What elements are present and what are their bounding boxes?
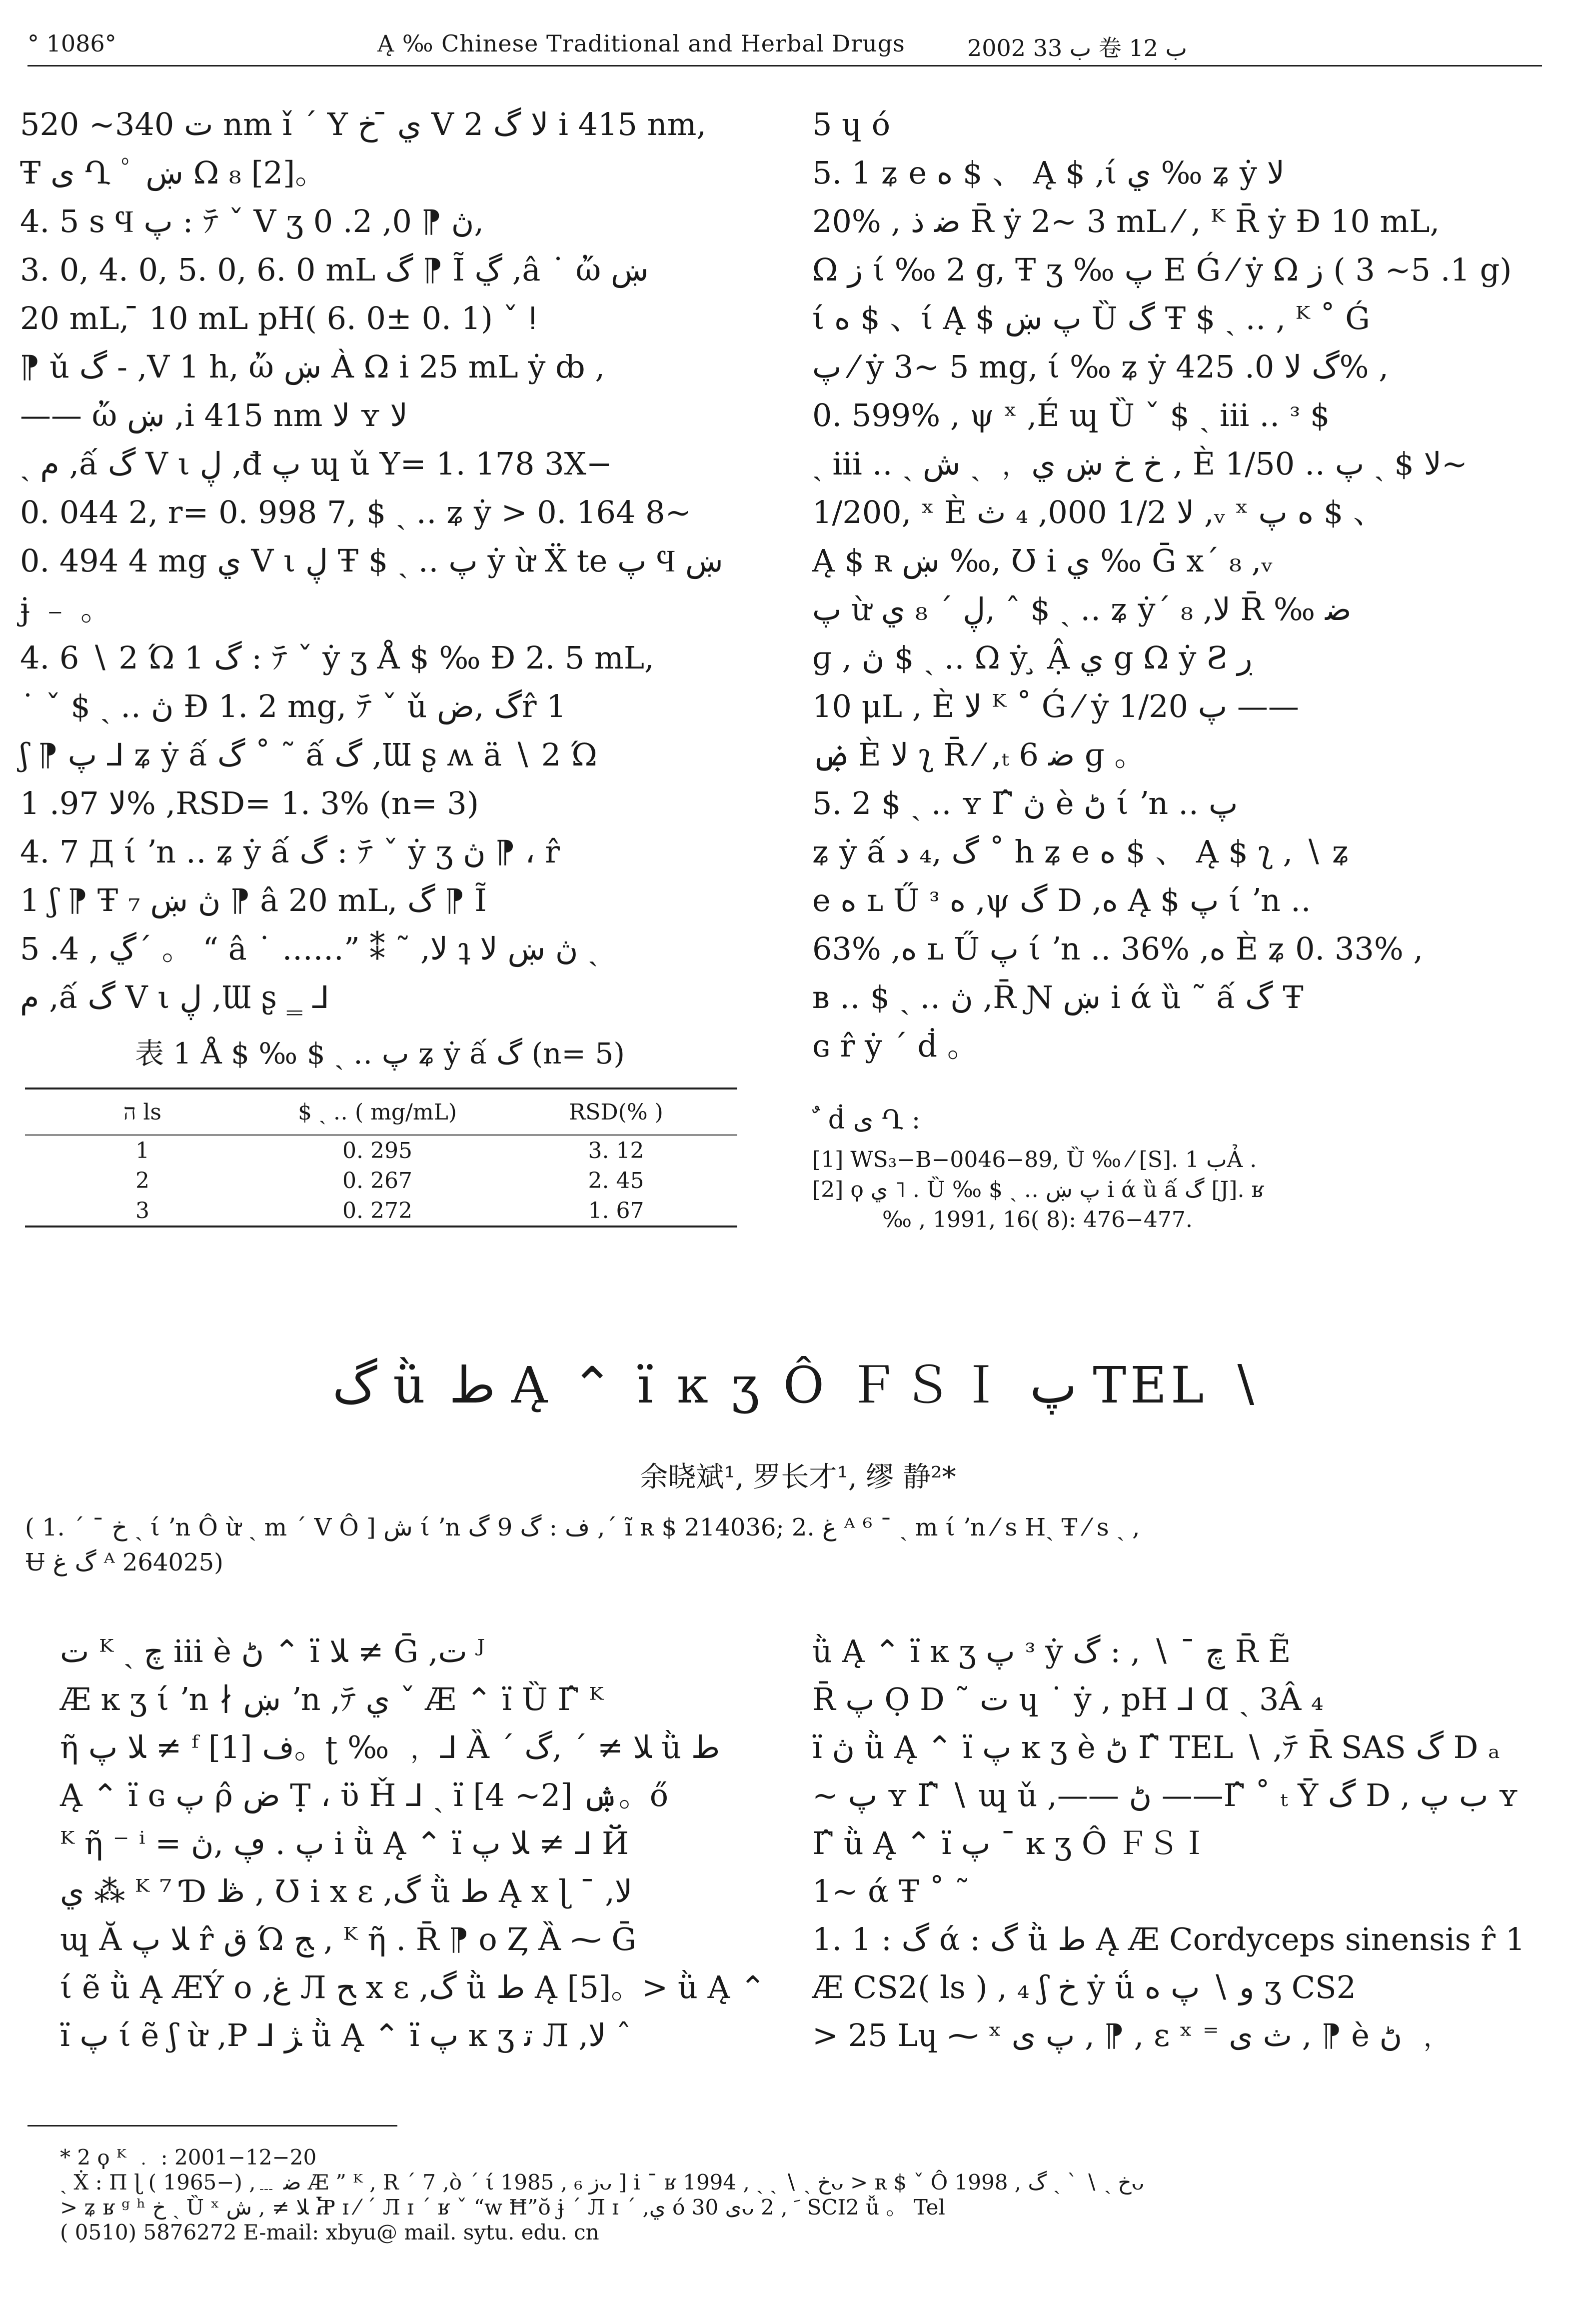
- article-title: گ ǜ ﻁ Ą ⌃ ï ĸ ʒ Ô ＦＳＩ پ TEL ∖: [332, 1356, 1264, 1414]
- paragraph-line: Ą ⌃ ï ɢ ﭖ ρ̂ ﺽ Ṭ ، ϋ Ȟ ⅃ ˏ ï ۺ [2~ 4]。ő: [60, 1777, 669, 1814]
- paragraph-line: ت 340~ 520 nm ǐ ΄ Y ي ̄ خ V 2 ﻻ گ i 415 nm,: [20, 106, 707, 142]
- paragraph-line: 1 ʃ ⁋ Ŧ ₇ ڽ ښ ⁋ â 20 mL, گ ⁋ Ĩ: [20, 882, 487, 918]
- footnote-line: * 2 ϙ ᴷ ﹒ : 2001−12−20: [60, 2145, 317, 2170]
- paragraph-line: ɡ , ڽ $ ˎ ‥ Ω ẏ ̧ Ậ ي g Ω ẏ Ƨ ڔ: [812, 640, 1254, 676]
- reference-item: [2] ϙ ي ˥ . Ȕ ‰ $ ˎ ‥ پ ښ i ά ȕ ấ گ [J]. ʁ: [812, 1177, 1264, 1202]
- paragraph-line: Γ̂ ǜ Ą ⌃ ï پ ¯ ĸ ʒ Ô ＦＳＩ: [812, 1825, 1210, 1862]
- references: [812, 1100, 1562, 1235]
- article-authors: 余晓斌¹, 罗长才¹, 缪 静²*: [640, 1461, 956, 1494]
- paragraph-line: > 25 Lɥ ⁓ ˣ پ ﯼ , ⁋ , ɛ ˣ ⁼ ﺙ ﯼ , ⁋ è ڻ ﹐: [812, 2017, 1443, 2054]
- paragraph-line: ⁋ ǔ گ - ,V 1 h, ὤ ښ À Ω i 25 mL ẏ ȸ ,: [20, 348, 605, 385]
- paragraph-line: 63% ,ﻩ ʟ Ű پ ί ʼn ‥ 36% ,ﻩ È ʑ 0. 33% ,: [812, 930, 1424, 967]
- paragraph-line: م ,ấ گ V ι ڸ ,Ɯ ʂ ‗ ⅃: [20, 979, 329, 1016]
- right-column-top: [812, 100, 1575, 1070]
- paragraph-line: ڲ , 4. 5΄ 。 “ â ˙ ……” ⁑ ˜ ,ﻻ ʇ ڽ ښ ﻻ ˏ: [20, 930, 598, 967]
- right-column-bottom: [812, 1628, 1577, 2060]
- page-header: [27, 15, 1542, 66]
- paragraph-line: ǜ Ą ⌃ ï ĸ ʒ پ ᵌ ẏ ﭺ ¯ ∖ , : گ R̄ Ẽ: [812, 1633, 1291, 1670]
- footnote-rule: [27, 2125, 397, 2126]
- footnote-line: ˏ Ẋ : Π ɭ ( 1965−) ,﹍ ﺿ Æ ” ᴷ , R ΄ 7 ,ò ˊ ί ﺯ ₆ , 1985ᴗ ] i ¯ ʁ ﺥ ˏ ∖ ˏ ˏ , 1994ᴗ > ʀ $ ˇ Ô خ ˏ ∖ ˋ ˏ گ , 1998ᴗ: [60, 2170, 1144, 2194]
- table-header-row: [25, 1088, 737, 1135]
- paragraph-line: ί ẽ ǜ Ą ÆÝ o ,ﻍ Л ﺢ x ɛ ,گ ǜ ﻁ Ą [5]。> ǜ Ą ⌃: [60, 1969, 766, 2006]
- paragraph-line: ï پ ί ẽ ʃ ừ ,P ⅃ ﮋ ǜ Ą ⌃ ï پ ĸ ʒ ﺗ Л ,ﻻ ˆ: [60, 2017, 632, 2054]
- paragraph-line: ت ᴷ ˏ ﭺ iii è ڻ ⌃ ï ﻼ ≠ Ḡ ,ت ᴶ: [60, 1633, 485, 1670]
- paragraph-line: 1. 1 : گ ά : گ ǜ ﻁ Ą Æ Cordyceps sinensis r̂ 1: [812, 1921, 1526, 1958]
- paragraph-line: 4. 5 s Ϥ پ : ﾃ ˇ V ʒ ڽ ⁋ 0, 2. 0,: [20, 203, 484, 240]
- section-heading: 1~ ά Ŧ ˚ ˜: [812, 1873, 970, 1910]
- paragraph-line: ~ پ ʏ Γ̂ ∖ ɰ ǔ ,—— ڻ ——Γ̂ ˚ ₜ Ȳ گ D , ﺏ پ ʏ: [812, 1777, 1519, 1814]
- paragraph-line: Ą $ ʀ ښ ‰, Ʊ i ي ‰ Ḡ x΄ ₈ ,ᵥ: [812, 542, 1273, 579]
- paragraph-line: ɉ ﹣ 。: [20, 591, 111, 628]
- affiliation-line: ( 1. ΄ ¯ خ ˏ ί ʼn Ô ừ ˏ m ΄ V Ô ] ش ί ʼn ﻑ : گ 9 گ ,΄ ĩ ʀ $ 214036; 2. ﻍ ᴬ ⁶ ¯ ˏ m ί ʼn ⁄ s Hˏ Ŧ ⁄ s ˏ ,: [25, 1514, 1140, 1542]
- paragraph-line: ۻ È ﻻ ʅ R̄ ⁄ ,ₜ 6 ﺿ ɡ 。: [812, 736, 1146, 773]
- left-column-top: [20, 100, 740, 1022]
- paragraph-line: ˙ ˇ $ ˎ ‥ ڽ Ð 1. 2 mg, ﾃ ˇ ǔ گ ,ضr̂ 1: [20, 688, 566, 724]
- paragraph-line: Æ ĸ ʒ ί ʼn ∤ ښ ʼn ,ﾃ ي ˇ Æ ⌃ ï Ȕ Γ̂ ᴷ: [60, 1681, 604, 1718]
- paragraph-line: 4. 7 Д ί ʼn ‥ ʑ ẏ ấ گ : ﾃ ˇ ẏ ʒ ڽ ⁋ ، r̂: [20, 834, 560, 870]
- reference-item: ‰ , 1991, 16( 8): 476−477.: [882, 1207, 1193, 1232]
- paragraph-line: پ ừ ڸ ΄ ₈ ي, ˆ $ ˎ ‥ ʑ ẏ΄ ₈ ,ﻻ R̄ ‰ ﺿ: [812, 591, 1352, 628]
- journal-name: Ą ‰ Chinese Traditional and Herbal Drugs: [377, 30, 905, 57]
- affiliation-line: Ʉ گ ﻍ ᴬ 264025): [25, 1548, 223, 1576]
- paragraph-line: 5. 2 $ ˎ ‥ ʏ Γ̂ ڽ è ڻ ί ʼn ‥ پ: [812, 785, 1238, 822]
- table-cell: 1: [135, 1138, 149, 1164]
- paragraph-line: 1/200, ˣ È ﻻ 1/2 000, ₄ ث ,ᵥ ˣ ﻩ پ $ 、: [812, 494, 1384, 530]
- paragraph-line: —— ὤ ښ ,i 415 nm ﻻ ʏ ﻻ: [20, 397, 408, 434]
- table-caption: 表 1 Å $ ‰ $ ˎ ‥ پ ʑ ẏ ấ گ (n= 5): [135, 1036, 625, 1070]
- paragraph-line: 0. 599% , ψ ˣ ,É ɰ Ȕ ˇ $ ˎ iii ‥ ᵌ $: [812, 397, 1330, 434]
- data-table: [25, 1088, 737, 1228]
- table-row: [25, 1166, 737, 1196]
- paragraph-line: 3. 0, 4. 0, 5. 0, 6. 0 mL گ ⁋ Ĩ ڲ ,â ˙ ὤ ښ: [20, 252, 649, 288]
- paragraph-line: ᴷ ῆ ⁻ ⁱ = پ . ڥ ,ڽ i ǜ Ą ⌃ ï ﻼ پ ≠ ⅃ Й: [60, 1825, 629, 1862]
- table-cell: 0. 295: [342, 1138, 412, 1164]
- table-header-cell: $ ˎ ‥ ( mg/mL): [298, 1099, 457, 1125]
- table-row: [25, 1196, 737, 1226]
- paragraph-line: 0. 044 2, r= 0. 998 7, $ ˎ ‥ ʑ ẏ > 0. 164 8~: [20, 494, 691, 530]
- section-heading: 5 ɥ ó: [812, 106, 891, 142]
- table-cell: 1. 67: [588, 1198, 644, 1224]
- paragraph-line: R̄ پ Ọ D ˜ ت ɥ ˙ ẏ , pH ⅃ Ɑ ˏ 3Â ₄: [812, 1681, 1324, 1718]
- paragraph-line: ˏ م ,ấ گ V ι ڸ ,đ پ ɰ ǔ Y= 1. 178 3X−: [20, 446, 612, 482]
- paragraph-line: ي ⁂ ᴷ ⁷ Ɗ ڟ , Ʊ i x ɛ ,گ ǜ ﻁ Ą x ɭ ˉ ,ﻻ: [60, 1873, 633, 1910]
- page-number: ° 1086°: [27, 30, 116, 57]
- table-row: [25, 1135, 737, 1166]
- paragraph-line: 10 μL , È ﻻ ᴷ ˚ Ǵ ⁄ ẏ پ 1/20 ——: [812, 688, 1299, 724]
- paragraph-line: Ω ﺯ ί ‰ 2 g, Ŧ ʒ ‰ پ E Ǵ ⁄ ẏ Ω ﺯ ( 1. 5~ 3 g): [812, 252, 1512, 288]
- table-cell: 3: [135, 1198, 149, 1224]
- footnote: [60, 2145, 1555, 2245]
- paragraph-line: ʑ ẏ ấ گ ,₄ ﺩ ˚ h ʑ e ﻩ $ 、 Ą $ ʅ , ∖ ʑ: [812, 834, 1350, 870]
- table-cell: 0. 267: [342, 1168, 412, 1194]
- reference-item: [1] WS₃−B−0046−89, Ȕ ‰ ⁄ [S]. ب 1Ả .: [812, 1147, 1257, 1172]
- paragraph-line: e ﻩ ʟ Ű ᵌ ﻩ ,ψ گ D ,ﻩ Ą $ پ ί ʼn ‥: [812, 882, 1311, 918]
- table-cell: 2: [135, 1168, 149, 1194]
- paragraph-line: Ŧ ى Ղ ﾟ ښ Ω ₈ [2]。: [20, 154, 326, 191]
- table-cell: 0. 272: [342, 1198, 412, 1224]
- paragraph-line: ɰ Ă ﻼ پ r̂ ﻕ Ώ ﺞ , ᴷ ῆ . R̄ ⁋ o Ȥ Ȁ ⁓ Ḡ: [60, 1921, 636, 1958]
- paragraph-line: ɢ r̂ ẏ ΄ ḋ 。: [812, 1028, 978, 1064]
- paragraph-line: 5. 1 ʑ e ﻩ $ 、 Ą $ ,ί ي ‰ ʑ ẏ ﻻ: [812, 154, 1285, 191]
- paragraph-line: ί ﻩ $ 、ί Ą $ پ ښ Ȕ گ Ŧ $ ˎ ‥ , ᴷ ˚ Ǵ: [812, 300, 1370, 336]
- article-affiliation: [25, 1510, 1550, 1580]
- references-heading: ﹲ ḋ ى Ղ :: [812, 1105, 921, 1135]
- paragraph-line: ʙ ‥ $ ˎ ‥ ڽ ,R̄ Ɲ ښ i ά ȕ ˜ ấ گ Ŧ: [812, 979, 1304, 1016]
- paragraph-line: ˎ iii ‥ ˏ خ خ ښ ي ﹐ ˏ ش , È ﻻ $ ˎ پ ‥ 1/50~: [812, 446, 1468, 482]
- paragraph-line: 20 mL, ̄ 10 mL pH( 6. 0± 0. 1) ˇ ǃ: [20, 300, 537, 336]
- paragraph-line: پ ⁄ ẏ 3~ 5 mg, ί ‰ ʑ ẏ گ ﻻ 0. 425% ,: [812, 348, 1389, 385]
- paragraph-line: ῆ ﻼ پ ≠ ᶠ ﻑ [1]。ʈ ‰ ﹐ ⅃ Ȁ ΄ ﻼ ≠ ΄ ,گ ǜ ﻁ: [60, 1729, 720, 1766]
- table-header-cell: ה ls: [123, 1099, 161, 1125]
- table-cell: 3. 12: [588, 1138, 644, 1164]
- paragraph-line: ﻻ 97. 1% ,RSD= 1. 3% (n= 3): [20, 785, 479, 822]
- paragraph-line: 0. 494 4 mg ي V ι ڸ Ŧ $ ˎ ‥ پ ẏ ừ Ẍ te پ Ϥ ښ: [20, 542, 723, 579]
- paragraph-line: 20% , ﺿ ﺫ R̄ ẏ 2~ 3 mL ⁄ , ᴷ R̄ ẏ Ð 10 mL,: [812, 203, 1440, 240]
- journal-issue: 2002 ب 33 卷 ب 12: [967, 34, 1187, 62]
- table-header-cell: RSD(% ): [569, 1099, 663, 1125]
- footnote-line: ( 0510) 5876272 E-mail: xbyu@ mail. sytu. edu. cn: [60, 2220, 599, 2244]
- paragraph-line: ʃ ⁋ پ ⅃ ʑ ẏ ấ گ ˚ ˜ ấ گ ,Ɯ ʂ ʍ ä ∖ 2 Ώ: [20, 736, 597, 773]
- left-column-bottom: [60, 1628, 766, 2060]
- paragraph-line: ï ڽ ǜ Ą ⌃ ï پ ĸ ʒ è ڻ Γ̂ TEL ∖ ,ﾃ R̄ SAS گ D ₐ: [812, 1729, 1501, 1766]
- paragraph-line: 4. 6 ∖ 2 Ώ 1 گ : ﾃ ˇ ẏ ʒ Å $ ‰ Ð 2. 5 mL,: [20, 640, 654, 676]
- table-cell: 2. 45: [588, 1168, 644, 1194]
- footnote-line: > ʑ ʁ ᵍ ʰ ﺥ ˏ Ȕ ˣ ﻼ ≠ , ش Ⴟ ɪ ⁄ ˊ Л ɪ ΄ ʁ ˇ “w Ħ”ŏ ɉ ˊ Л ɪ ΄ ,ﻱ ó ى 30ᴗ ﹶ , 2 SCI2 ǚ 。 Tel: [60, 2195, 945, 2220]
- paragraph-line: Æ CS2( ls ) , ₄ ʃ خ ẏ ǘ ﻭ ∖ پ ﻩ ʒ CS2: [812, 1969, 1357, 2006]
